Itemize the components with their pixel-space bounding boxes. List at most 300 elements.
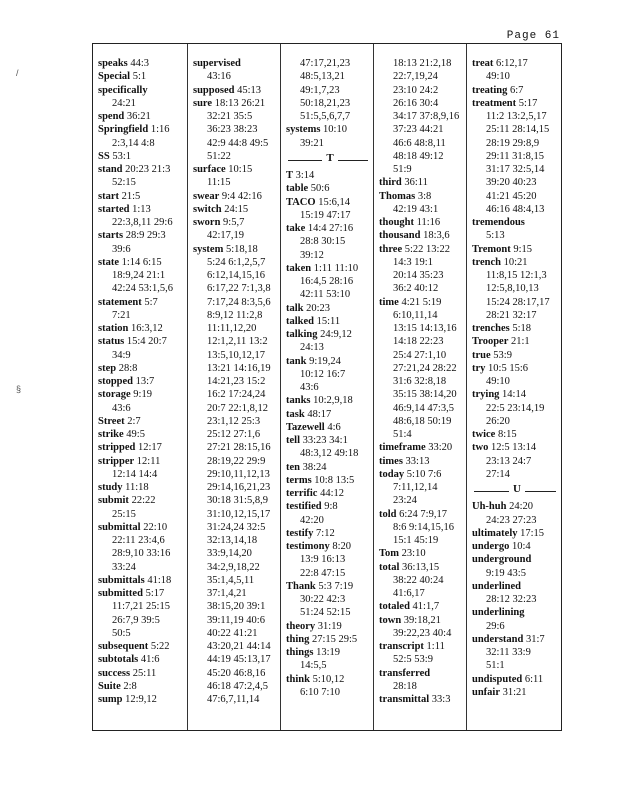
index-entry xyxy=(286,540,374,553)
index-continuation-line xyxy=(98,561,187,574)
index-entry xyxy=(379,441,467,454)
index-entry xyxy=(379,508,467,521)
page-line-references: 28:12 32:23 xyxy=(486,594,537,605)
page-line-references: 33:23 34:1 xyxy=(302,435,348,446)
page-line-references: 28:19,22 29:9 xyxy=(207,455,266,467)
index-term: sure xyxy=(193,97,213,109)
page-line-references: 17:15 xyxy=(520,527,545,539)
page-line-references: 12:14 14:4 xyxy=(112,468,158,480)
index-continuation-line xyxy=(472,468,562,481)
page-line-references: 10:21 xyxy=(503,256,528,268)
index-term: testimony xyxy=(286,541,330,552)
section-letter-text: U xyxy=(509,483,525,495)
index-term: statement xyxy=(98,296,142,308)
index-continuation-line xyxy=(98,402,187,415)
index-entry xyxy=(98,693,187,706)
index-continuation-line xyxy=(98,508,187,521)
index-entry xyxy=(379,296,467,309)
index-term: tank xyxy=(286,355,307,367)
index-entry xyxy=(286,262,374,275)
page-line-references: 49:1,7,23 xyxy=(300,84,340,96)
index-term: undisputed xyxy=(472,673,523,685)
index-continuation-line xyxy=(193,614,281,627)
index-continuation-line xyxy=(98,614,187,627)
page-line-references: 24:13 xyxy=(300,342,324,354)
page-line-references: 14:3 19:1 xyxy=(393,256,433,268)
index-continuation-line xyxy=(379,349,467,362)
page-line-references: 6:17,22 7:1,3,8 xyxy=(207,283,271,295)
index-entry xyxy=(472,633,562,646)
page-line-references: 9:8 xyxy=(324,501,338,513)
index-entry xyxy=(98,441,187,454)
index-term: testified xyxy=(286,501,322,513)
index-column-2 xyxy=(187,44,281,730)
index-entry xyxy=(98,57,187,70)
index-entry xyxy=(286,633,374,646)
page-line-references: 42:17,19 xyxy=(207,230,245,242)
page-line-references: 39:20 40:23 xyxy=(486,177,537,189)
page-line-references: 31:6 32:8,18 xyxy=(393,376,447,387)
index-continuation-line xyxy=(98,137,187,150)
index-term: Thank xyxy=(286,580,316,592)
index-continuation-line xyxy=(472,593,562,606)
page-line-references: 25:12 27:1,6 xyxy=(207,429,261,440)
page-line-references: 1:14 6:15 xyxy=(121,256,162,268)
page-line-references: 5:7 xyxy=(144,296,158,308)
page-line-references: 36:21 xyxy=(126,111,151,122)
index-entry xyxy=(193,57,281,70)
index-continuation-line xyxy=(379,97,467,110)
page-line-references: 22:5 23:14,19 xyxy=(486,402,545,414)
index-term: treatment xyxy=(472,97,517,109)
index-entry xyxy=(98,190,187,203)
page-line-references: 8:6 9:14,15,16 xyxy=(393,521,454,533)
page-line-references: 32:13,14,18 xyxy=(207,535,258,546)
index-continuation-line xyxy=(379,203,467,216)
index-term: start xyxy=(98,190,119,202)
index-term: take xyxy=(286,223,306,234)
index-term: ten xyxy=(286,461,300,473)
page-line-references: 24:20 xyxy=(509,501,533,513)
index-entry xyxy=(379,243,467,256)
index-continuation-line xyxy=(193,110,281,123)
index-continuation-line xyxy=(193,388,281,401)
index-entry xyxy=(286,421,374,434)
page-line-references: 43:6 xyxy=(112,402,131,414)
page-line-references: 41:6,17 xyxy=(393,588,425,599)
index-term: supposed xyxy=(193,84,235,96)
index-entry xyxy=(286,355,374,368)
index-term: totaled xyxy=(379,601,410,613)
index-continuation-line xyxy=(193,375,281,388)
page-line-references: 34:17 37:8,9,16 xyxy=(393,111,460,122)
page-line-references: 39:11,19 40:6 xyxy=(207,614,265,626)
index-continuation-line xyxy=(193,534,281,547)
index-term: T xyxy=(286,170,294,181)
margin-mark: § xyxy=(16,384,22,394)
index-continuation-line xyxy=(472,163,562,176)
index-continuation-line xyxy=(98,282,187,295)
page-line-references: 39:22,23 40:4 xyxy=(393,627,452,639)
index-entry xyxy=(379,561,467,574)
page-line-references: 43:16 xyxy=(207,71,231,83)
page-line-references: 12:9,12 xyxy=(125,694,157,705)
page-line-references: 42:20 xyxy=(300,514,324,526)
index-continuation-line xyxy=(193,494,281,507)
page-line-references: 51:22 xyxy=(207,150,231,162)
index-continuation-line xyxy=(98,547,187,560)
index-continuation-line xyxy=(98,309,187,322)
index-continuation-line xyxy=(193,468,281,481)
page-line-references: 53:9 xyxy=(493,349,512,361)
page-line-references: 34:2,9,18,22 xyxy=(207,561,260,573)
page-line-references: 31:7 xyxy=(525,633,545,645)
page-line-references: 42:9 44:8 49:5 xyxy=(207,137,269,149)
page-line-references: 45:20 46:8,16 xyxy=(207,667,266,679)
page-line-references: 46:6 48:8,11 xyxy=(393,137,446,149)
page-line-references: 23:13 24:7 xyxy=(486,455,532,467)
page-line-references: 3:14 xyxy=(295,170,315,181)
index-entry xyxy=(98,667,187,680)
index-entry xyxy=(193,97,281,110)
page-line-references: 11:8,15 12:1,3 xyxy=(486,270,547,281)
page-line-references: 1:11 xyxy=(426,641,445,652)
index-continuation-line xyxy=(472,229,562,242)
index-continuation-line xyxy=(286,235,374,248)
index-entry xyxy=(379,693,467,706)
page-line-references: 36:23 38:23 xyxy=(207,124,258,136)
page-line-references: 22:11 23:4,6 xyxy=(112,535,165,546)
index-continuation-line xyxy=(193,269,281,282)
page-line-references: 46:16 48:4,13 xyxy=(486,203,545,215)
index-entry xyxy=(98,322,187,335)
index-term: times xyxy=(379,455,403,467)
index-term: switch xyxy=(193,203,222,215)
page-line-references: 6:7 xyxy=(510,84,524,96)
page-line-references: 26:16 30:4 xyxy=(393,97,439,109)
index-entry xyxy=(379,468,467,481)
index-continuation-line xyxy=(379,428,467,441)
index-term: TACO xyxy=(286,196,316,208)
page-line-references: 7:21 xyxy=(112,309,131,321)
page-line-references: 41:21 45:20 xyxy=(486,190,537,202)
page-line-references: 29:14,16,21,23 xyxy=(207,482,271,493)
index-continuation-line xyxy=(379,627,467,640)
page-line-references: 35:15 38:14,20 xyxy=(393,389,457,401)
page-line-references: 4:21 5:19 xyxy=(401,296,442,308)
page-line-references: 49:10 xyxy=(486,71,510,83)
index-continuation-line xyxy=(193,667,281,680)
index-term: step xyxy=(98,362,117,374)
page-line-references: 39:12 xyxy=(300,249,324,261)
index-continuation-line xyxy=(379,653,467,666)
page-line-references: 13:7 xyxy=(135,376,155,387)
page-line-references: 29:6 xyxy=(486,620,505,632)
page-line-references: 20:14 35:23 xyxy=(393,270,444,281)
index-continuation-line xyxy=(193,547,281,560)
page-line-references: 41:18 xyxy=(147,574,172,586)
index-entry xyxy=(286,408,374,421)
index-term: think xyxy=(286,673,310,685)
page-line-references: 5:10 7:6 xyxy=(406,468,442,480)
index-continuation-line xyxy=(379,57,467,70)
page-line-references: 50:6 xyxy=(310,183,330,195)
index-term: treat xyxy=(472,58,494,69)
index-continuation-line xyxy=(472,203,562,216)
index-continuation-line xyxy=(472,150,562,163)
index-term: supervised xyxy=(193,58,241,69)
index-entry xyxy=(472,388,562,401)
index-continuation-line xyxy=(286,553,374,566)
index-continuation-line xyxy=(193,455,281,468)
index-continuation-line xyxy=(379,322,467,335)
index-continuation-line xyxy=(472,269,562,282)
page-line-references: 38:24 xyxy=(302,461,327,473)
index-column-1 xyxy=(93,44,187,730)
page-line-references: 12:5,8,10,13 xyxy=(486,283,539,295)
index-entry xyxy=(472,256,562,269)
index-column-3 xyxy=(280,44,374,730)
index-continuation-line xyxy=(98,176,187,189)
index-term: twice xyxy=(472,429,496,440)
page-line-references: 14:14 xyxy=(502,389,526,401)
page-line-references: 12:1,2,11 13:2 xyxy=(207,336,268,348)
page-line-references: 9:15 xyxy=(513,243,532,255)
index-continuation-line xyxy=(286,137,374,150)
index-continuation-line xyxy=(193,322,281,335)
index-continuation-line xyxy=(193,587,281,600)
index-term: understand xyxy=(472,633,524,645)
page-line-references: 28:19 29:8,9 xyxy=(486,137,540,149)
index-entry xyxy=(286,222,374,235)
index-continuation-line xyxy=(193,441,281,454)
index-continuation-line xyxy=(379,402,467,415)
index-term: stand xyxy=(98,164,123,175)
index-entry xyxy=(98,84,187,97)
page-line-references: 16:2 17:24,24 xyxy=(207,389,266,401)
index-continuation-line xyxy=(472,620,562,633)
page-line-references: 38:15,20 39:1 xyxy=(207,601,266,613)
page-line-references: 6:12,17 xyxy=(496,58,528,69)
index-continuation-line xyxy=(193,521,281,534)
index-continuation-line xyxy=(193,362,281,375)
page-line-references: 42:11 53:10 xyxy=(300,289,351,301)
index-continuation-line xyxy=(193,402,281,415)
page-line-references: 5:18 xyxy=(512,323,532,334)
index-continuation-line xyxy=(286,341,374,354)
index-entry xyxy=(472,335,562,348)
page-line-references: 36:2 40:12 xyxy=(393,283,439,295)
index-continuation-line xyxy=(472,110,562,123)
page-line-references: 41:1,7 xyxy=(412,601,440,613)
index-term: swear xyxy=(193,190,220,202)
page-line-references: 5:22 xyxy=(150,641,170,652)
section-header xyxy=(472,485,562,498)
index-continuation-line xyxy=(193,508,281,521)
page-line-references: 32:21 35:5 xyxy=(207,111,253,122)
index-entry xyxy=(472,553,562,566)
page-line-references: 49:10 xyxy=(486,376,510,387)
page-line-references: 7:17,24 8:3,5,6 xyxy=(207,296,271,308)
index-entry xyxy=(286,169,374,182)
index-continuation-line xyxy=(286,447,374,460)
index-term: trench xyxy=(472,256,501,268)
index-entry xyxy=(472,673,562,686)
index-term: Trooper xyxy=(472,336,509,348)
page-line-references: 13:9 16:13 xyxy=(300,554,346,566)
index-entry xyxy=(286,394,374,407)
page-line-references: 27:21,24 28:22 xyxy=(393,362,457,374)
index-term: SS xyxy=(98,150,110,162)
index-continuation-line xyxy=(193,349,281,362)
page-line-references: 22:8 47:15 xyxy=(300,567,346,579)
page-line-references: 27:15 29:5 xyxy=(311,633,358,645)
page-line-references: 10:8 13:5 xyxy=(314,474,355,486)
page-line-references: 36:11 xyxy=(404,177,428,189)
index-entry xyxy=(286,646,374,659)
page-line-references: 46:18 47:2,4,5 xyxy=(207,680,268,692)
page-line-references: 34:9 xyxy=(112,349,131,361)
page-line-references: 28:18 xyxy=(393,680,417,692)
index-term: systems xyxy=(286,124,321,136)
index-term: Suite xyxy=(98,680,121,692)
page-line-references: 20:7 22:1,8,12 xyxy=(207,402,268,414)
index-term: Tazewell xyxy=(286,421,325,433)
index-entry xyxy=(193,203,281,216)
page-line-references: 24:23 27:23 xyxy=(486,514,537,526)
page-line-references: 8:9,12 11:2,8 xyxy=(207,309,263,321)
index-continuation-line xyxy=(379,534,467,547)
page-line-references: 33:20 xyxy=(428,442,453,454)
index-term: system xyxy=(193,243,224,255)
index-entry xyxy=(379,216,467,229)
index-continuation-line xyxy=(286,368,374,381)
index-continuation-line xyxy=(379,110,467,123)
page-line-references: 5:3 7:19 xyxy=(318,580,354,592)
index-continuation-line xyxy=(193,309,281,322)
page-line-references: 6:10 7:10 xyxy=(300,686,340,698)
page-line-references: 28:9,10 33:16 xyxy=(112,548,171,560)
page-line-references: 18:9,24 21:1 xyxy=(112,270,166,281)
index-entry xyxy=(98,481,187,494)
page-line-references: 5:22 13:22 xyxy=(404,243,450,255)
index-continuation-line xyxy=(472,296,562,309)
index-continuation-line xyxy=(286,110,374,123)
page-line-references: 49:5 xyxy=(126,429,145,440)
index-term: storage xyxy=(98,389,131,401)
page-line-references: 25:11 xyxy=(132,667,157,679)
page-line-references: 48:5,13,21 xyxy=(300,71,345,83)
page-line-references: 15:1 45:19 xyxy=(393,535,439,546)
index-entry xyxy=(98,574,187,587)
page-line-references: 48:6,18 50:19 xyxy=(393,415,452,427)
page-line-references: 14:18 22:23 xyxy=(393,336,444,348)
page-line-references: 12:17 xyxy=(137,442,162,454)
page-line-references: 9:19 xyxy=(133,389,152,401)
page-line-references: 10:10 xyxy=(323,124,347,136)
index-entry xyxy=(193,190,281,203)
index-continuation-line xyxy=(379,388,467,401)
page-line-references: 11:11,12,20 xyxy=(207,323,257,334)
page-line-references: 25:11 28:14,15 xyxy=(486,124,550,136)
index-entry xyxy=(98,70,187,83)
page-line-references: 51:4 xyxy=(393,429,412,440)
page-line-references: 11:7,21 25:15 xyxy=(112,601,170,613)
index-entry xyxy=(379,614,467,627)
index-continuation-line xyxy=(286,209,374,222)
page-line-references: 28:21 32:17 xyxy=(486,309,537,321)
index-term: tremendous xyxy=(472,217,525,228)
index-term: today xyxy=(379,468,405,480)
index-entry xyxy=(472,362,562,375)
index-entry xyxy=(472,428,562,441)
page-line-references: 35:1,4,5,11 xyxy=(207,574,255,586)
index-continuation-line xyxy=(379,680,467,693)
page-line-references: 10:15 xyxy=(228,164,253,175)
page-line-references: 9:19,24 xyxy=(309,355,341,367)
page-line-references: 18:3,6 xyxy=(423,230,450,242)
section-letter-text: T xyxy=(322,152,337,164)
index-term: underlined xyxy=(472,580,522,592)
index-term: theory xyxy=(286,620,316,632)
index-continuation-line xyxy=(472,70,562,83)
page-line-references: 20:23 21:3 xyxy=(125,164,171,175)
page-line-references: 36:13,15 xyxy=(402,561,440,573)
index-entry xyxy=(286,461,374,474)
page-line-references: 44:19 45:13,17 xyxy=(207,654,271,666)
index-continuation-line xyxy=(472,176,562,189)
page-line-references: 33:13 xyxy=(405,455,430,467)
index-entry xyxy=(193,216,281,229)
page-line-references: 33:9,14,20 xyxy=(207,548,252,560)
index-term: three xyxy=(379,243,403,255)
index-term: told xyxy=(379,508,397,520)
index-term: tell xyxy=(286,435,300,446)
index-continuation-line xyxy=(286,567,374,580)
index-term: subsequent xyxy=(98,641,149,652)
page-line-references: 43:6 xyxy=(300,382,319,393)
index-continuation-line xyxy=(379,375,467,388)
index-term: things xyxy=(286,647,314,658)
index-entry xyxy=(286,434,374,447)
index-continuation-line xyxy=(193,229,281,242)
section-letter xyxy=(286,152,374,164)
index-continuation-line xyxy=(379,123,467,136)
page-line-references: 22:10 xyxy=(143,521,168,533)
index-continuation-line xyxy=(193,123,281,136)
page-line-references: 1:11 11:10 xyxy=(313,262,359,274)
page-line-references: 13:5,10,12,17 xyxy=(207,349,266,361)
page-line-references: 6:10,11,14 xyxy=(393,309,438,321)
index-term: sump xyxy=(98,694,123,705)
index-term: transferred xyxy=(379,667,431,679)
page-line-references: 12:11 xyxy=(136,455,161,467)
index-term: try xyxy=(472,362,486,374)
page-line-references: 23:10 xyxy=(401,548,426,560)
index-entry xyxy=(286,527,374,540)
index-term: submittal xyxy=(98,521,141,533)
page-line-references: 48:3,12 49:18 xyxy=(300,448,359,460)
page-line-references: 33:24 xyxy=(112,561,136,573)
index-continuation-line xyxy=(193,600,281,613)
page-line-references: 40:22 41:21 xyxy=(207,627,258,639)
index-entry xyxy=(472,540,562,553)
index-continuation-line xyxy=(193,70,281,83)
index-continuation-line xyxy=(379,415,467,428)
index-entry xyxy=(98,335,187,348)
margin-mark: / xyxy=(16,68,19,78)
page-line-references: 26:7,9 39:5 xyxy=(112,614,160,626)
